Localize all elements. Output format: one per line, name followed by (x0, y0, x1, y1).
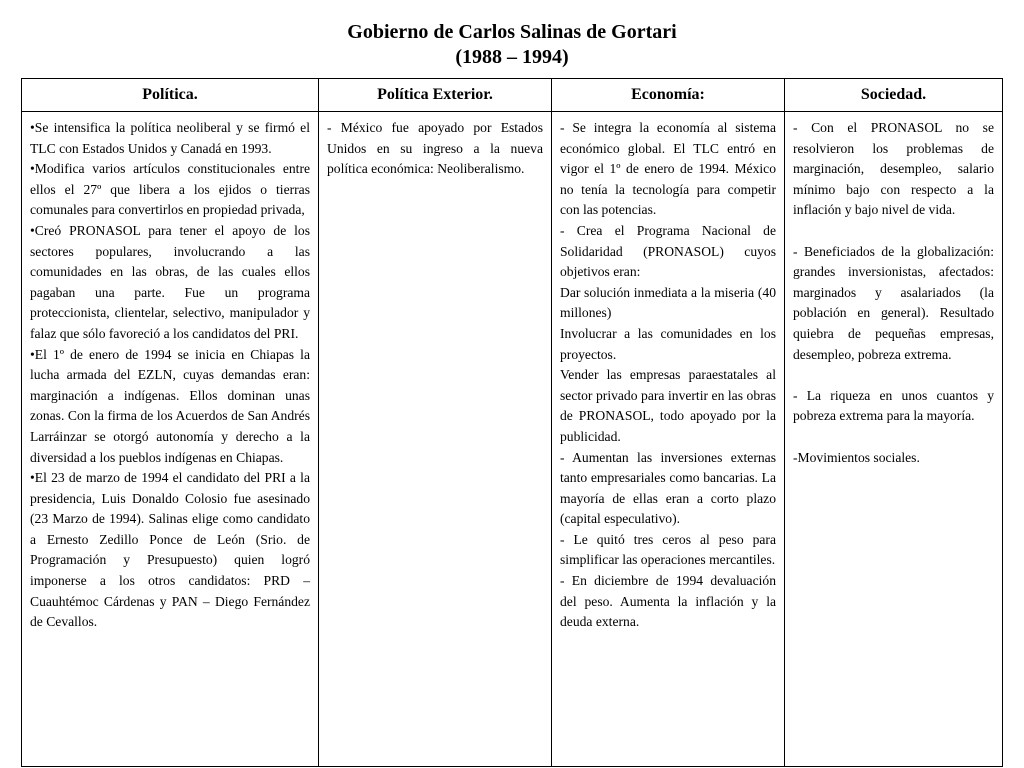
politica-item: • El 23 de marzo de 1994 el candidato del PRI a la presidencia, Luis Donaldo Colosio fue asesinado (23 Marzo de 1994). Salinas elige como candidato a Ernesto Zedillo Ponce de León (Srio. de Programación y Presupuesto) quien logró imponerse a los otros candidatos: PRD – Cuauhtémoc Cárdenas y PAN – Diego Fernández de Cevallos. (30, 468, 310, 633)
economia-item: Involucrar a las comunidades en los proyectos. (560, 325, 776, 362)
sociedad-item: - Con el PRONASOL no se resolvieron los problemas de marginación, desempleo, salario mínimo bajo con respecto a la inflación y bajo nivel de vida. (793, 120, 994, 218)
economia-item: - En diciembre de 1994 devaluación del peso. Aumenta la inflación y la deuda externa. (560, 573, 776, 630)
economia-item: Vender las empresas paraestatales al sector privado para invertir en las obras de PRONASOL, todo apoyado por la publicidad. (560, 367, 776, 444)
economia-item: Dar solución inmediata a la miseria (40 millones) (560, 284, 776, 321)
sociedad-item: - Beneficiados de la globalización: grandes inversionistas, afectados: marginados y asalariados (la población en general). Resultado quiebra de pequeñas empresas, desempleo, pobreza extrema. (793, 243, 994, 362)
sociedad-item: -Movimientos sociales. (793, 449, 920, 465)
table-row (22, 112, 1003, 767)
economia-item: - Le quitó tres ceros al peso para simplificar las operaciones mercantiles. (560, 531, 776, 568)
header-sociedad: Sociedad. (785, 79, 1003, 112)
politica-item: • Se intensifica la política neoliberal y se firmó el TLC con Estados Unidos y Canadá en 1993. (30, 118, 310, 159)
page-title: Gobierno de Carlos Salinas de Gortari (347, 21, 677, 43)
economia-item: - Se integra la economía al sistema económico global. El TLC entró en vigor el 1º de enero de 1994. México no tenía la tecnología para competir con las potencias. (560, 120, 776, 218)
cell-economia (552, 112, 785, 767)
politica-item: • Modifica varios artículos constitucionales entre ellos el 27º que libera a los ejidos o tierras comunales para convertirlos en propiedad privada, (30, 159, 310, 221)
header-economia: Economía: (552, 79, 785, 112)
header-politica: Política. (22, 79, 319, 112)
cell-politica-exterior (319, 112, 552, 767)
politica-exterior-item: - México fue apoyado por Estados Unidos en su ingreso a la nueva política económica: Neoliberalismo. (327, 120, 543, 177)
economia-item: - Aumentan las inversiones externas tanto empresariales como bancarias. La mayoría de ellas eran a corto plazo (capital especulativo). (560, 449, 776, 527)
page-subtitle: (1988 – 1994) (455, 46, 569, 68)
table-header-row (22, 79, 1003, 112)
sociedad-item: - La riqueza en unos cuantos y pobreza extrema para la mayoría. (793, 387, 994, 424)
cell-sociedad (785, 112, 1003, 767)
title-block (0, 20, 1024, 70)
politica-item: • Creó PRONASOL para tener el apoyo de los sectores populares, involucrando a las comunidades en las obras, de las cuales ellos pagaban una parte. Fue un programa proteccionista, clientelar, selectivo, manipulador y falaz que sólo favoreció a los candidatos del PRI. (30, 221, 310, 345)
economia-item: - Crea el Programa Nacional de Solidaridad (PRONASOL) cuyos objetivos eran: (560, 222, 776, 280)
cell-politica (22, 112, 319, 767)
politica-item: • El 1º de enero de 1994 se inicia en Chiapas la lucha armada del EZLN, cuyas demandas eran: marginación a indígenas. Ellos dominan unas zonas. Con la firma de los Acuerdos de San Andrés Larráinzar se otorgó autonomía y derecho a la diversidad a los pueblos indígenas en Chiapas. (30, 345, 310, 469)
header-politica-exterior: Política Exterior. (319, 79, 552, 112)
summary-table (21, 78, 1003, 767)
